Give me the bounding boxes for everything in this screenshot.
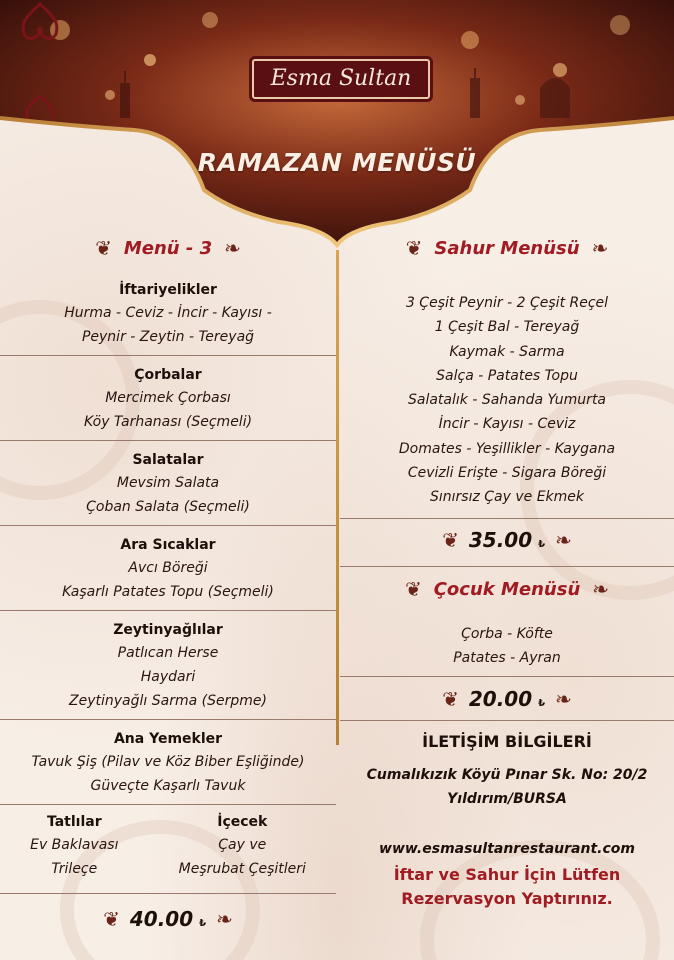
lira-icon: ₺: [199, 917, 207, 929]
swirl-ornament-icon: ❧: [555, 528, 572, 553]
swirl-ornament-icon: ❧: [224, 236, 241, 260]
address-line: Cumalıkızık Köyü Pınar Sk. No: 20/2: [366, 767, 648, 784]
swirl-ornament-icon: ❧: [216, 906, 233, 931]
swirl-ornament-icon: ❧: [591, 236, 609, 260]
cocuk-price: [340, 676, 674, 720]
menu-line: Çorba - Köfte: [461, 625, 553, 642]
sahur-price: [340, 518, 674, 562]
menu-line: Peynir - Zeytin - Tereyağ: [81, 329, 255, 345]
menu-3-column: [0, 225, 336, 943]
desserts-group: [30, 811, 118, 881]
menu-line: Patlıcan Herse: [117, 645, 219, 661]
lira-icon: ₺: [538, 539, 546, 551]
menu-line: Domates - Yeşillikler - Kaygana: [398, 440, 616, 457]
section-title: Salatalar: [132, 452, 204, 468]
menu-line: Kaymak - Sarma: [449, 343, 565, 360]
menu-section: [0, 719, 336, 804]
lira-icon: ₺: [538, 697, 546, 709]
cocuk-heading: [340, 566, 674, 612]
swirl-ornament-icon: ❦: [442, 686, 459, 711]
section-title: Tatlılar: [46, 814, 102, 830]
cocuk-title: Çocuk Menüsü: [433, 578, 581, 600]
sahur-items: [340, 271, 674, 518]
desserts-drinks-section: [0, 804, 336, 887]
menu-line: Mevsim Salata: [116, 475, 220, 491]
menu-line: Kaşarlı Patates Topu (Seçmeli): [62, 584, 274, 600]
menu-line: Köy Tarhanası (Seçmeli): [83, 414, 253, 430]
logo-ornament: [0, 0, 80, 120]
menu-3-heading: [0, 225, 336, 271]
menu-line: Meşrubat Çeşitleri: [178, 861, 306, 877]
menu-line: Avcı Böreği: [128, 560, 208, 576]
section-title: Ara Sıcaklar: [120, 537, 216, 553]
menu-line: Çay ve: [218, 837, 267, 853]
menu-line: Çoban Salata (Seçmeli): [86, 499, 250, 515]
menu-section: [0, 271, 336, 355]
section-title: Ana Yemekler: [113, 731, 223, 747]
reservation-note: İftar ve Sahur İçin Lütfen: [393, 865, 621, 885]
menu-line: Tavuk Şiş (Pilav ve Köz Biber Eşliğinde): [31, 754, 305, 770]
menu-section: [0, 355, 336, 440]
sahur-title: Sahur Menüsü: [434, 237, 580, 259]
swirl-ornament-icon: ❦: [442, 528, 459, 553]
brand-logo: Esma Sultan: [252, 59, 430, 99]
menu-section: [0, 440, 336, 525]
menu-line: Cevizli Erişte - Sigara Böreği: [407, 465, 607, 482]
reservation-note: Rezervasyon Yaptırınız.: [401, 889, 613, 909]
section-title: İftariyelikler: [119, 282, 217, 298]
section-title: İçecek: [217, 814, 268, 830]
website-link[interactable]: www.esmasultanrestaurant.com: [379, 841, 635, 858]
menu-line: Mercimek Çorbası: [105, 390, 231, 406]
swirl-ornament-icon: ❦: [95, 236, 112, 260]
menu-line: İncir - Kayısı - Ceviz: [438, 416, 576, 433]
swirl-ornament-icon: ❧: [592, 577, 610, 602]
menu-line: 1 Çeşit Bal - Tereyağ: [434, 319, 580, 336]
contact-section: [340, 720, 674, 911]
menu-line: Patates - Ayran: [453, 649, 561, 666]
section-title: Çorbalar: [134, 367, 202, 383]
page-title: RAMAZAN MENÜSÜ: [197, 148, 477, 177]
column-divider: [336, 250, 339, 745]
menu-line: Zeytinyağlı Sarma (Serpme): [69, 693, 267, 709]
price-value: 35.00: [468, 528, 533, 553]
menu-3-title: Menü - 3: [123, 237, 213, 259]
menu-line: Salatalık - Sahanda Yumurta: [407, 392, 607, 409]
menu-3-price: [0, 893, 336, 943]
drinks-group: [179, 811, 306, 881]
swirl-ornament-icon: ❦: [404, 577, 422, 602]
header-banner: [0, 0, 674, 250]
menu-line: Güveçte Kaşarlı Tavuk: [90, 778, 246, 794]
price-value: 40.00: [129, 906, 194, 931]
swirl-ornament-icon: ❦: [405, 236, 423, 260]
menu-line: 3 Çeşit Peynir - 2 Çeşit Reçel: [405, 295, 609, 311]
swirl-ornament-icon: ❦: [103, 906, 120, 931]
menu-section: [0, 525, 336, 610]
swirl-ornament-icon: ❧: [555, 686, 572, 711]
header-background: [0, 0, 674, 250]
menu-line: Trileçe: [51, 861, 98, 877]
menu-line: Salça - Patates Topu: [436, 367, 578, 384]
menu-section: [0, 610, 336, 719]
sahur-heading: [340, 225, 674, 271]
menu-line: Hurma - Ceviz - İncir - Kayısı -: [64, 305, 272, 321]
contact-title: İLETİŞİM BİLGİLERİ: [422, 732, 592, 752]
right-column: [340, 225, 674, 911]
address-city: Yıldırım/BURSA: [447, 791, 567, 808]
section-title: Zeytinyağlılar: [113, 622, 223, 638]
menu-line: Sınırsız Çay ve Ekmek: [429, 489, 585, 506]
menu-line: Haydari: [140, 669, 196, 685]
cocuk-items: [340, 612, 674, 677]
price-value: 20.00: [468, 686, 533, 711]
menu-line: Ev Baklavası: [30, 837, 119, 853]
